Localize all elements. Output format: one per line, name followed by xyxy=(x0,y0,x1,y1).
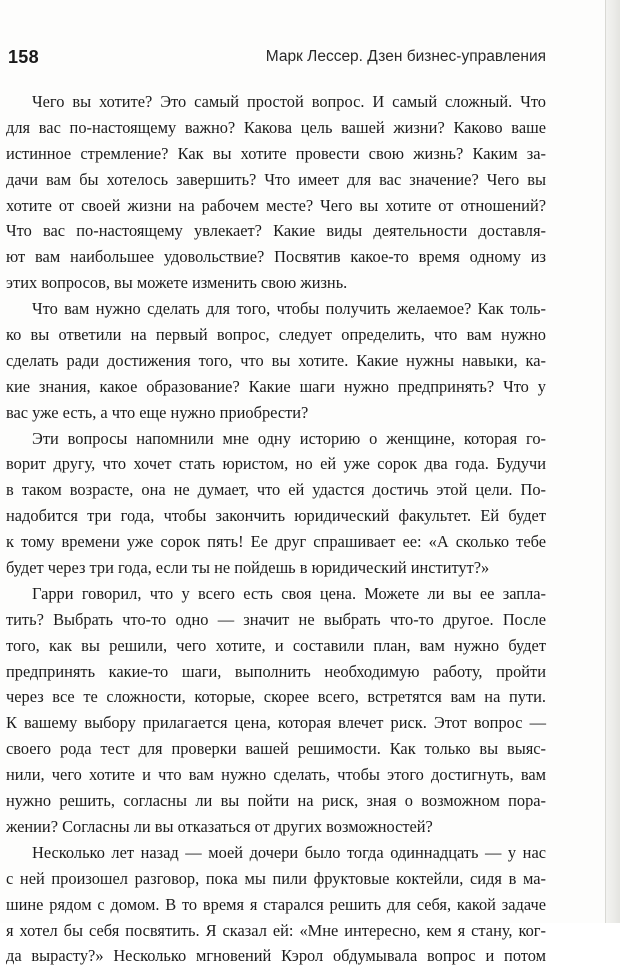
paragraph xyxy=(6,296,546,425)
text-line: этих вопросов, вы можете изменить свою жизнь. xyxy=(6,273,348,293)
text-line: нужно решить, согласны ли вы пойти на риск, зная о возможном пора- xyxy=(6,791,546,811)
text-line: ют вам наибольшее удовольствие? Посвятив какое-то время одному из xyxy=(6,247,546,267)
running-title: Марк Лессер. Дзен бизнес-управления xyxy=(265,48,546,65)
paragraph xyxy=(6,426,546,581)
text-line: для вас по-настоящему важно? Какова цель вашей жизни? Каково ваше xyxy=(6,117,546,137)
text-line: надобится три года, чтобы закончить юридический факультет. Ей будет xyxy=(6,506,546,526)
text-line: К вашему выбору прилагается цена, которая влечет риск. Этот вопрос — xyxy=(6,713,546,733)
page-number: 158 xyxy=(8,47,39,67)
text-line: нили, чего хотите и что вам нужно сделать, чтобы этого достигнуть, вам xyxy=(6,765,546,785)
paragraph xyxy=(6,581,546,840)
text-line: ко вы ответили на первый вопрос, следует определить, что вам нужно xyxy=(6,325,546,345)
page-edge xyxy=(605,0,620,923)
text-line: предпринять какие-то шаги, выполнить необходимую работу, пройти xyxy=(6,661,546,681)
text-line: того, как вы решили, чего хотите, и составили план, вам нужно будет xyxy=(6,635,546,655)
body-text xyxy=(6,89,546,969)
text-line: шине рядом с домом. В то время я старался решить для себя, какой задаче xyxy=(6,894,546,914)
paragraph xyxy=(6,840,546,969)
text-line: да вырасту?» Несколько мгновений Кэрол обдумывала вопрос и потом xyxy=(6,946,546,966)
text-line: кие знания, какое образование? Какие шаги нужно предпринять? Что у xyxy=(6,376,546,396)
text-line: через все те сложности, которые, скорее всего, встретятся вам на пути. xyxy=(6,687,546,707)
text-line: Что вам нужно сделать для того, чтобы получить желаемое? Как толь- xyxy=(32,299,546,319)
text-line: в таком возрасте, она не думает, что ей удастся достичь этой цели. По- xyxy=(6,480,546,500)
text-line: с ней произошел разговор, пока мы пили фруктовые коктейли, сидя в ма- xyxy=(6,868,546,888)
paragraph xyxy=(6,89,546,296)
text-line: Что вас по-настоящему увлекает? Какие виды деятельности доставля- xyxy=(6,221,546,241)
text-line: будет через три года, если ты не пойдешь в юридический институт?» xyxy=(6,558,490,578)
text-line: своего рода тест для проверки вашей решимости. Как только вы выяс- xyxy=(6,739,546,759)
text-line: к тому времени уже сорок пять! Ее друг спрашивает ее: «А сколько тебе xyxy=(6,532,546,552)
text-line: дачи вам бы хотелось завершить? Что имеет для вас значение? Чего вы xyxy=(6,169,546,189)
text-line: жении? Согласны ли вы отказаться от других возможностей? xyxy=(6,816,433,836)
text-line: хотите от своей жизни на рабочем месте? Чего вы хотите от отношений? xyxy=(6,195,546,215)
text-line: Чего вы хотите? Это самый простой вопрос. И самый сложный. Что xyxy=(32,92,546,111)
text-line: Эти вопросы напомнили мне одну историю о женщине, которая го- xyxy=(32,428,546,448)
text-line: тить? Выбрать что-то одно — значит не выбрать что-то другое. После xyxy=(6,609,546,629)
text-line: я хотел бы себя посвятить. Я сказал ей: «Мне интересно, кем я стану, ког- xyxy=(6,920,546,940)
text-line: ворит другу, что хочет стать юристом, но ей уже сорок два года. Будучи xyxy=(6,454,546,474)
text-line: Гарри говорил, что у всего есть своя цена. Можете ли вы ее запла- xyxy=(32,583,546,603)
text-line: сделать ради достижения того, что вы хотите. Какие нужны навыки, ка- xyxy=(6,350,546,370)
running-header xyxy=(8,44,548,70)
text-line: Несколько лет назад — моей дочери было тогда одиннадцать — у нас xyxy=(32,842,546,862)
text-line: истинное стремление? Как вы хотите провести свою жизнь? Каким за- xyxy=(6,143,546,163)
text-line: вас уже есть, а что еще нужно приобрести? xyxy=(6,402,309,422)
